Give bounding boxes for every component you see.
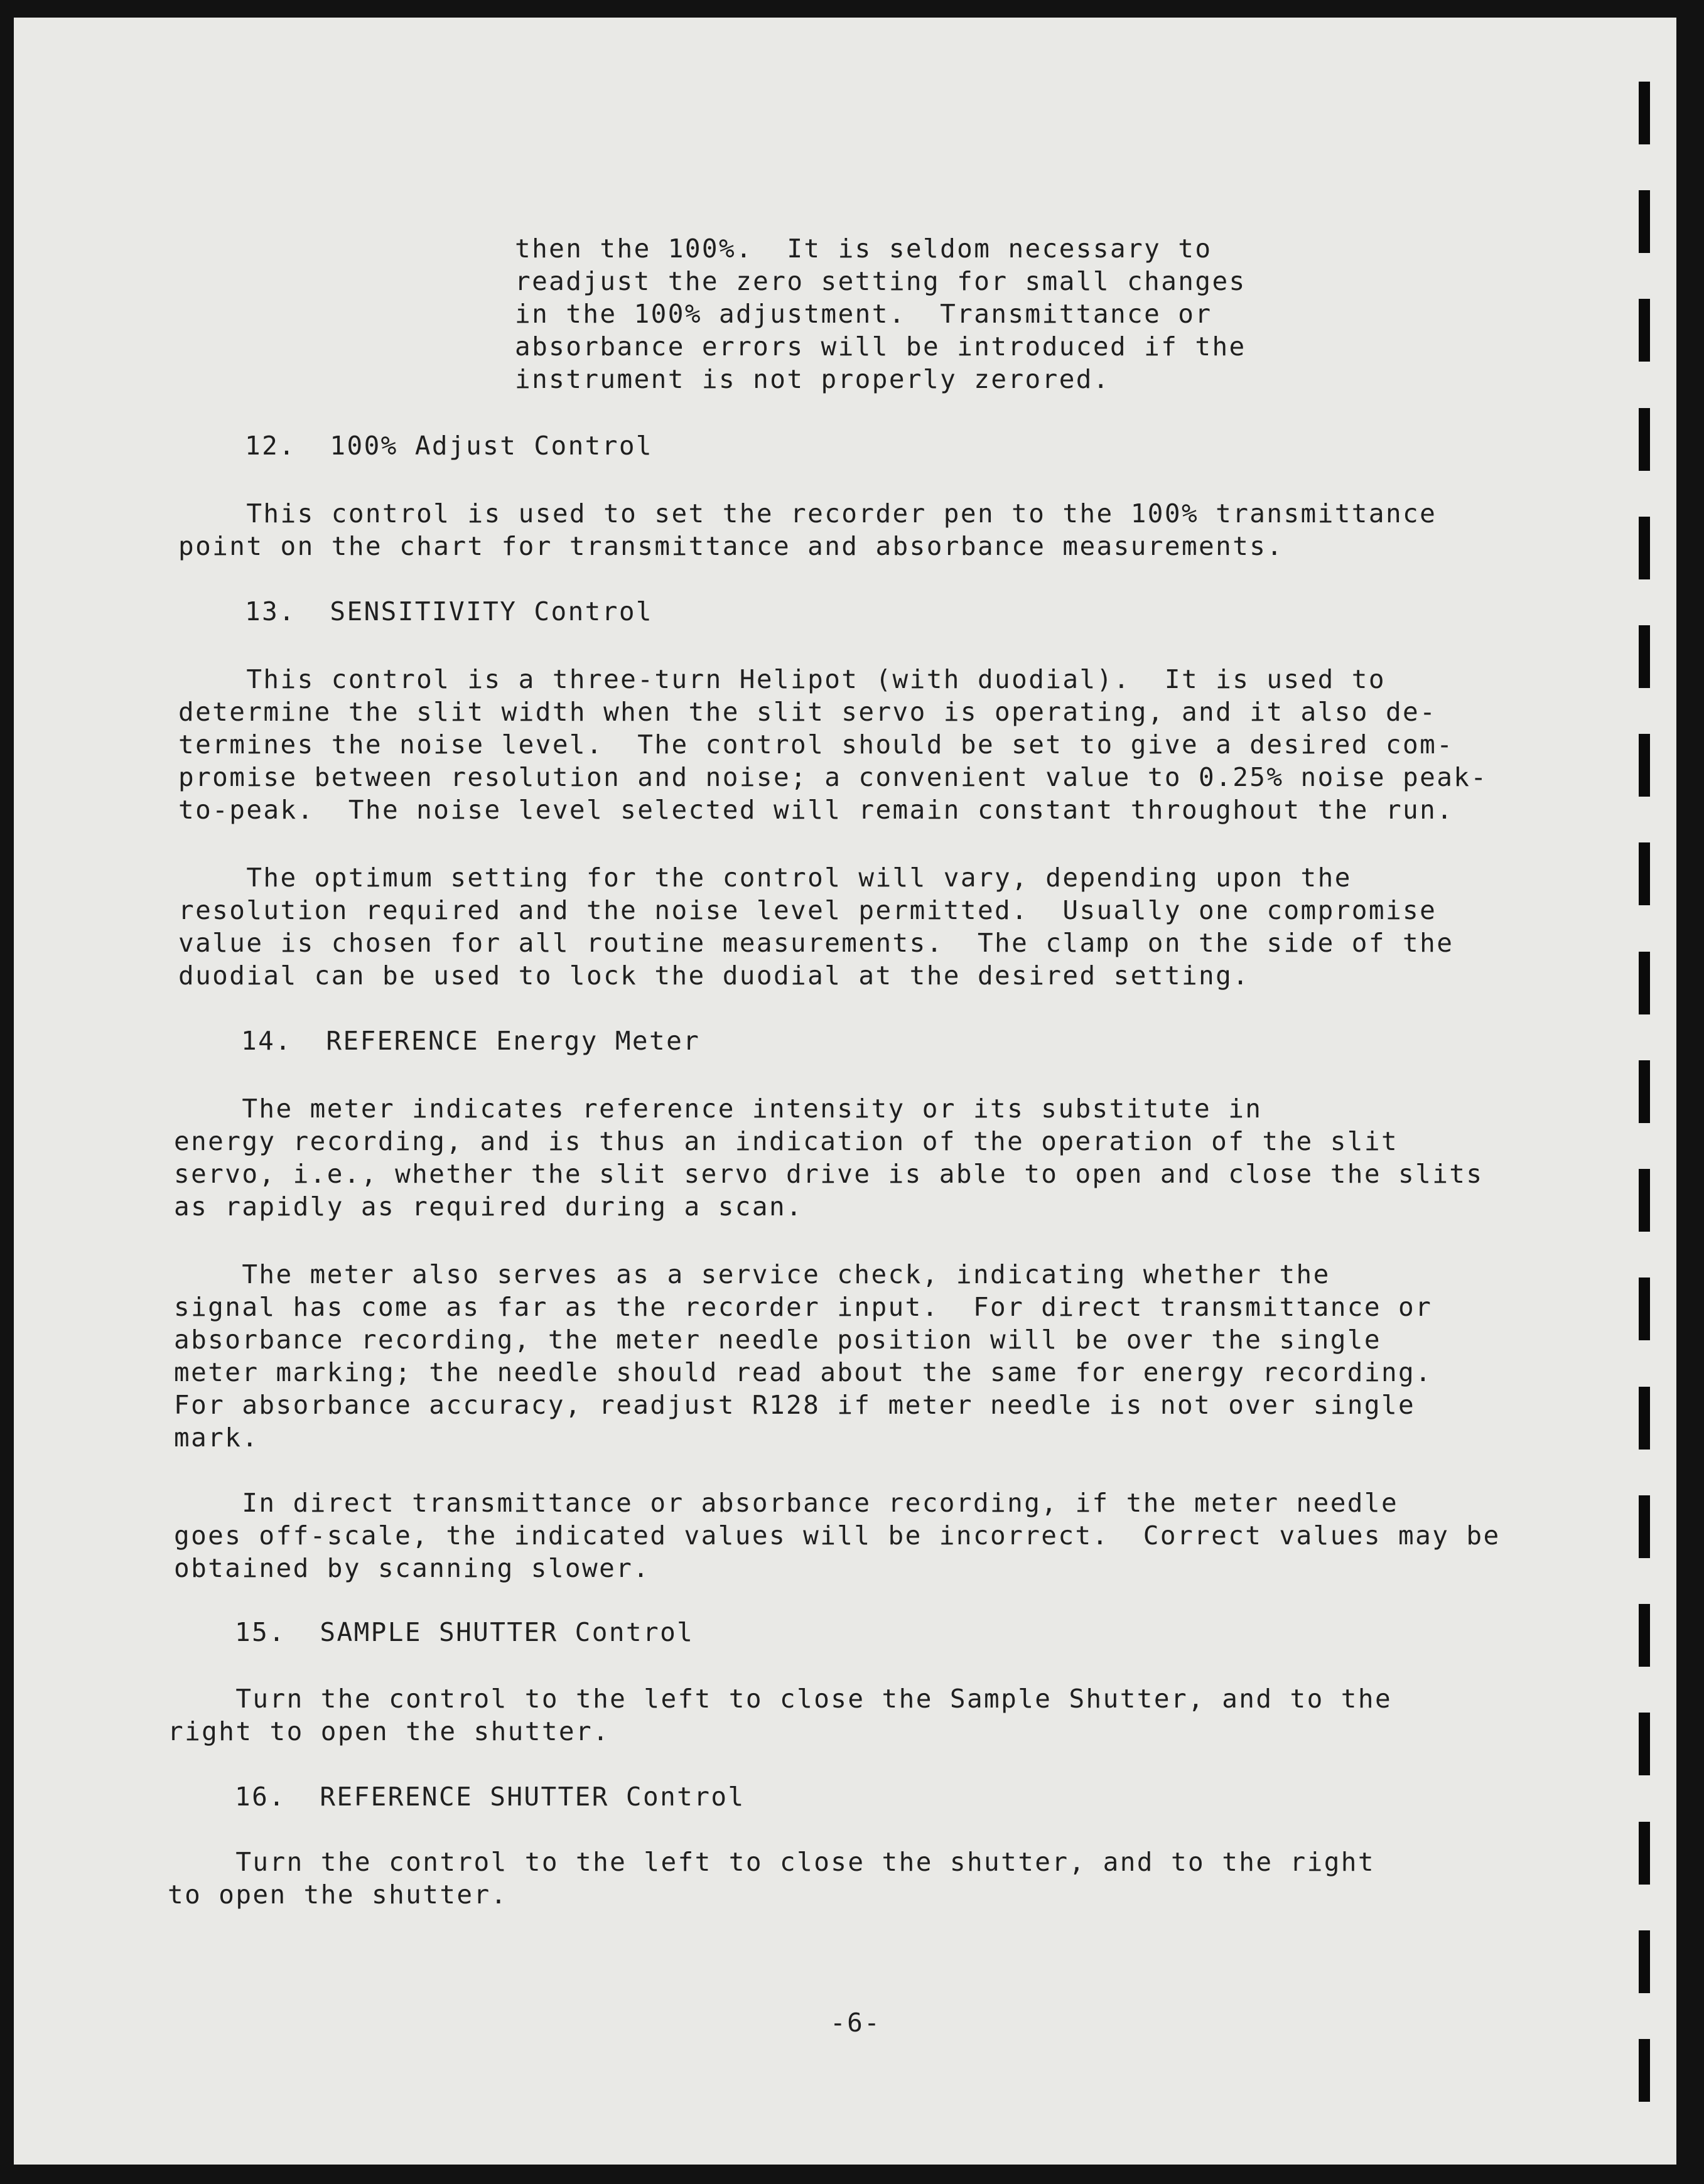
binding-mark [1639, 625, 1650, 688]
document-page [14, 18, 1676, 2165]
section-12-paragraph-1: This control is used to set the recorder pen to the 100% transmittance point on the chart for transmittance and absorbance measurements. [178, 498, 1437, 561]
section-14-paragraph-3: In direct transmittance or absorbance recording, if the meter needle goes off-scale, the indicated values will be incorrect. Correct values may be obtained by scanning slower. [174, 1488, 1501, 1583]
section-15-paragraph-1: Turn the control to the left to close the Sample Shutter, and to the right to open the shutter. [168, 1684, 1393, 1746]
binding-mark [1639, 1604, 1650, 1667]
binding-mark [1639, 408, 1650, 471]
binding-mark [1639, 190, 1650, 253]
section-14-paragraph-1: The meter indicates reference intensity or its substitute in energy recording, and is thus an indication of the operation of the slit servo, i.e., whether the slit servo drive is able to open and close the slits as rapidly as required during a scan. [174, 1094, 1484, 1222]
binding-mark [1639, 842, 1650, 905]
binding-mark [1639, 1278, 1650, 1340]
binding-mark [1639, 1169, 1650, 1232]
section-13-paragraph-1: This control is a three-turn Helipot (with duodial). It is used to determine the slit width when the slit servo is operating, and it also de- termines the noise level. The control should be set to give a desired com- promise between resolution and noise; a convenient value to 0.25% noise peak- to-peak. The noise level selected will remain constant throughout the run. [178, 664, 1488, 825]
binding-mark [1639, 952, 1650, 1014]
binding-mark [1639, 82, 1650, 144]
section-12-heading: 12. 100% Adjust Control [245, 431, 654, 461]
section-14-paragraph-2: The meter also serves as a service check, indicating whether the signal has come as far as the recorder input. For direct transmittance or absorbance recording, the meter needle position will be over the single meter marking; the needle should read about the same for energy recording. For absorbance accuracy, readjust R128 if meter needle is not over single mark. [174, 1259, 1433, 1453]
section-15-heading: 15. SAMPLE SHUTTER Control [235, 1617, 694, 1647]
binding-mark [1639, 299, 1650, 362]
binding-mark [1639, 1713, 1650, 1775]
binding-mark [1639, 1387, 1650, 1450]
section-14-heading: 14. REFERENCE Energy Meter [241, 1026, 701, 1056]
section-13-heading: 13. SENSITIVITY Control [245, 596, 654, 627]
section-16-heading: 16. REFERENCE SHUTTER Control [235, 1782, 745, 1812]
page-number: -6- [830, 2008, 882, 2038]
binding-mark [1639, 1495, 1650, 1558]
intro-paragraph: then the 100%. It is seldom necessary to readjust the zero setting for small changes in the 100% adjustment. Transmittance or absorbance errors will be introduced if the instrument is not properly zerored. [515, 234, 1246, 394]
section-16-paragraph-1: Turn the control to the left to close the shutter, and to the right to open the shutter. [168, 1847, 1375, 1910]
binding-mark [1639, 734, 1650, 797]
binding-mark [1639, 1060, 1650, 1123]
section-13-paragraph-2: The optimum setting for the control will vary, depending upon the resolution required and the noise level permitted. Usually one compromise value is chosen for all routine measurements. The clamp on the side of the duodial can be used to lock the duodial at the desired setting. [178, 863, 1454, 991]
binding-mark [1639, 1930, 1650, 1993]
binding-mark [1639, 1822, 1650, 1885]
binding-mark [1639, 517, 1650, 579]
binding-mark [1639, 2039, 1650, 2102]
